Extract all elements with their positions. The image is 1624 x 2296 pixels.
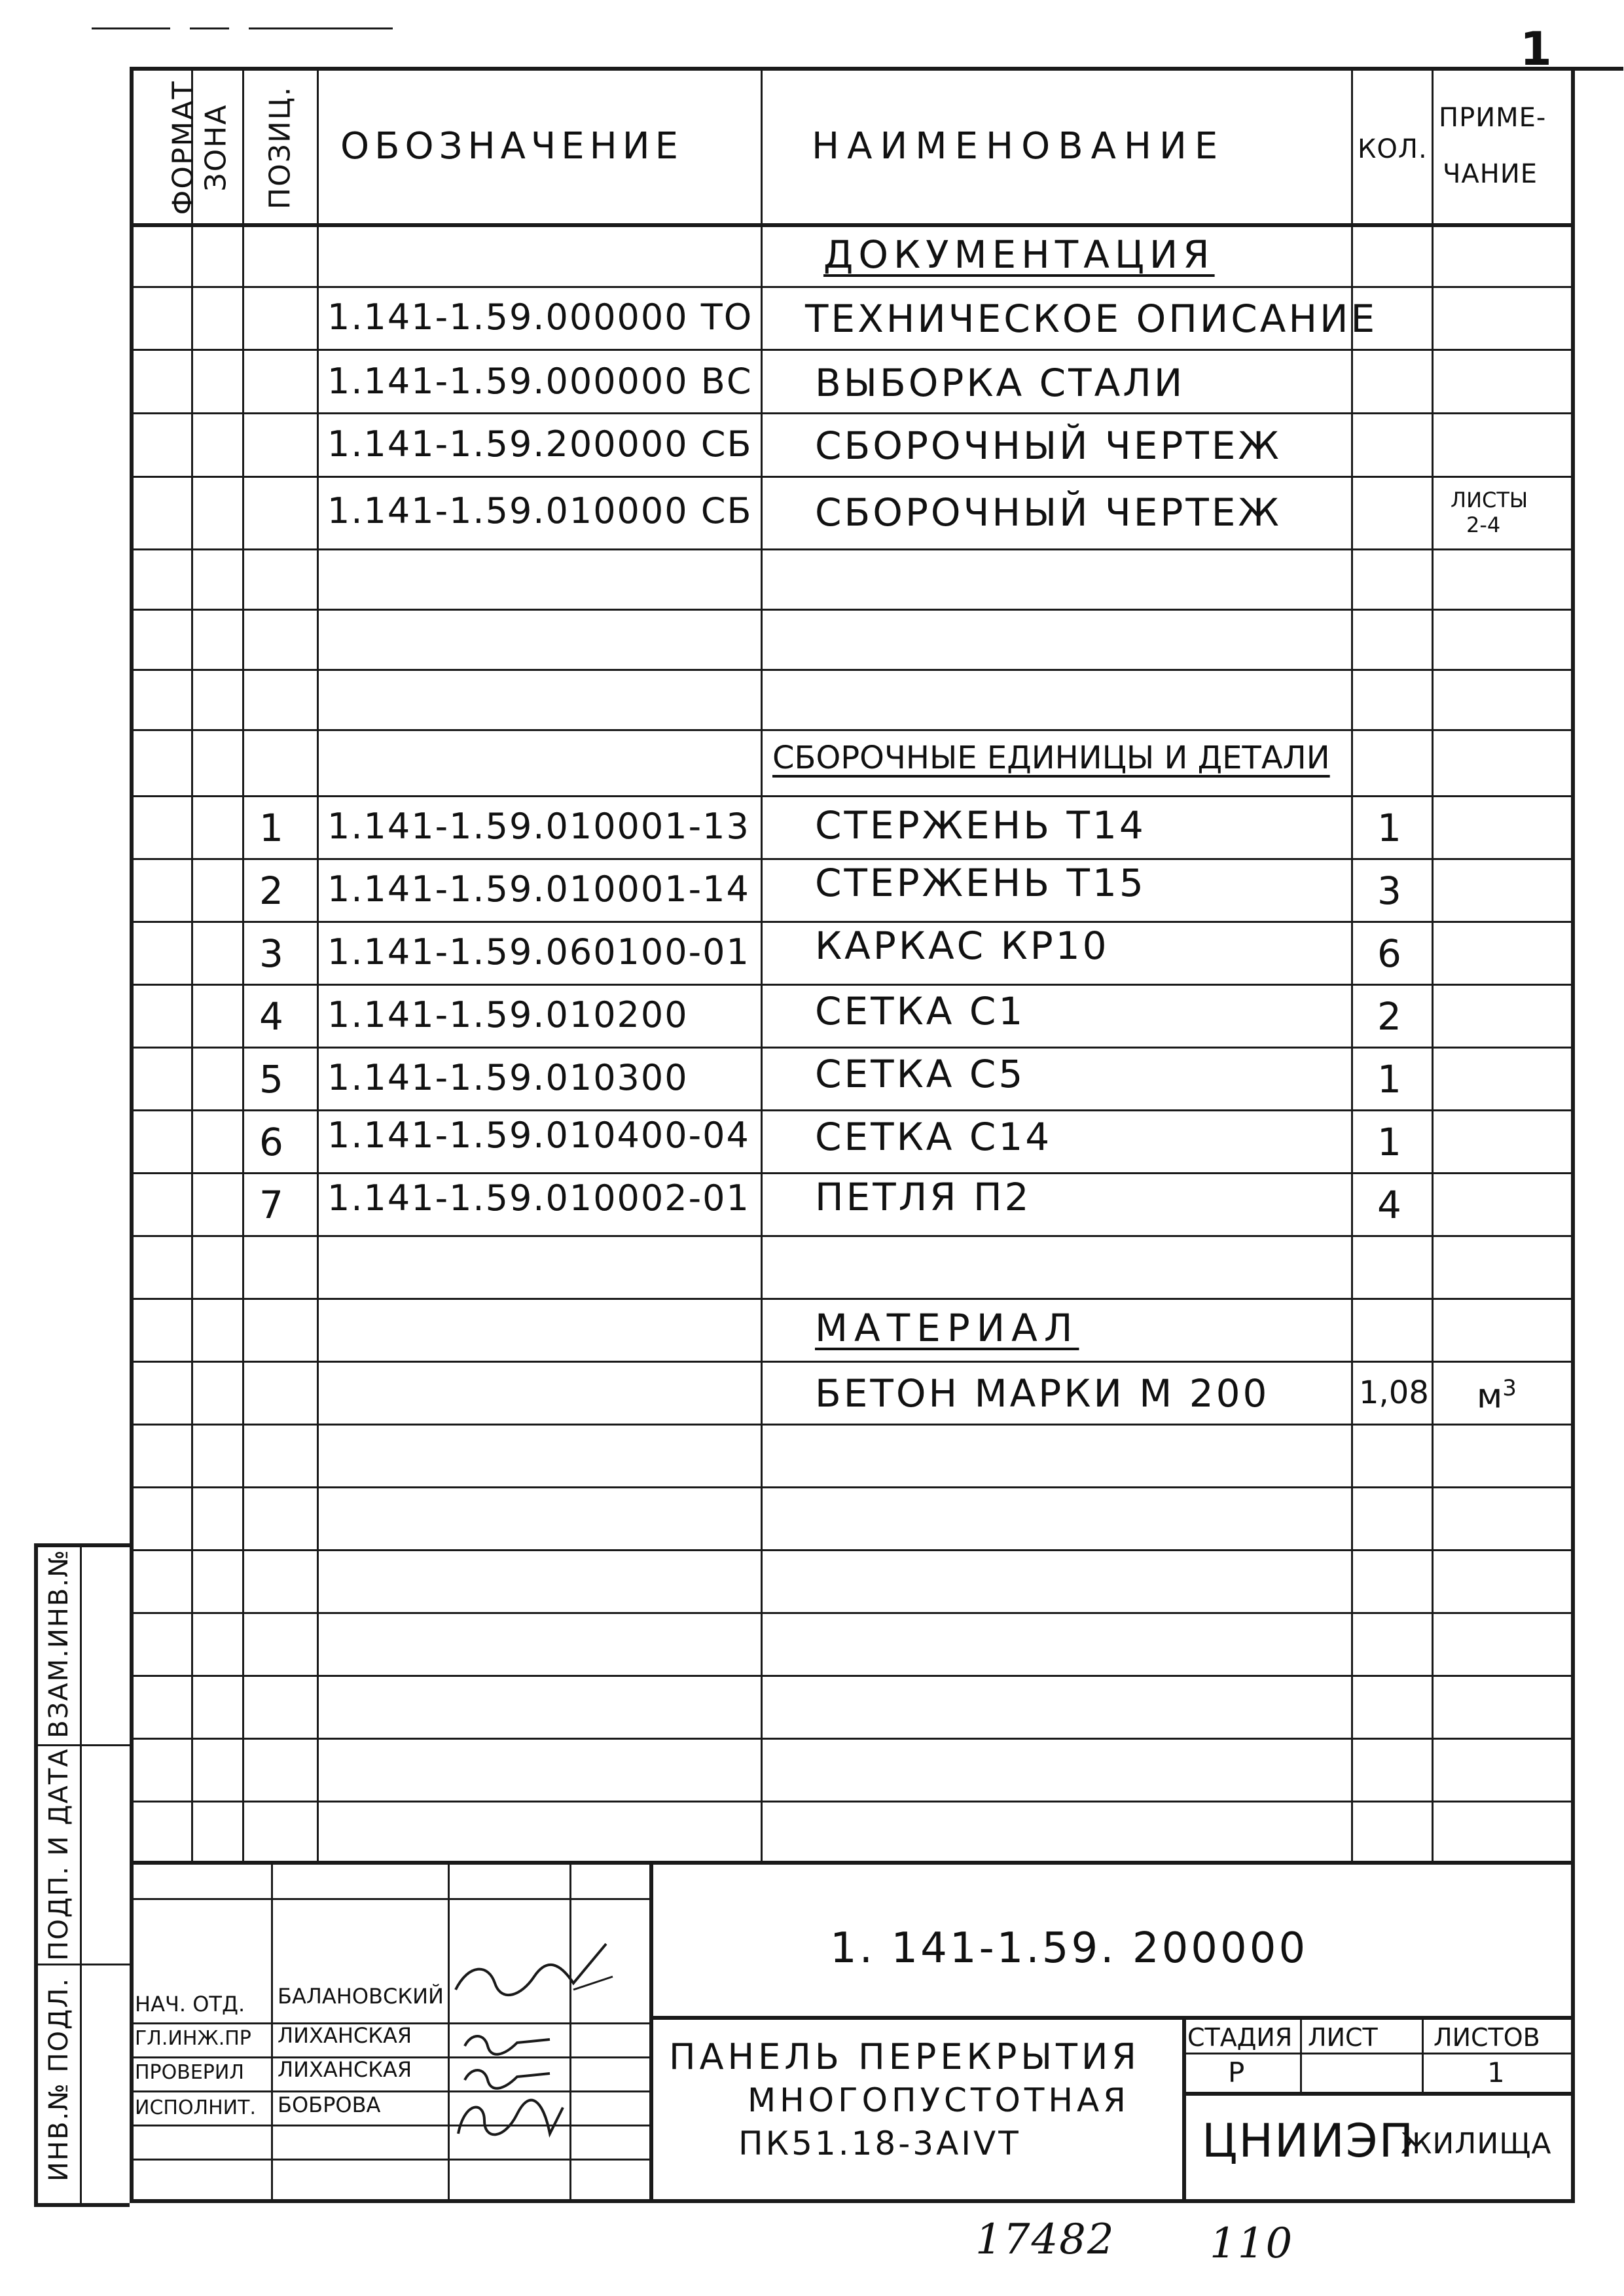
unit-row-7-pos: 7	[259, 1183, 285, 1227]
sheet-number: 1	[1520, 22, 1553, 76]
unit-row-4-pos: 4	[259, 994, 285, 1039]
role-1-label: НАЧ. ОТД.	[135, 1992, 245, 2017]
side-label-inv-orig: ИНВ.№ ПОДЛ.	[44, 1977, 74, 2181]
unit-row-7-name: ПЕТЛЯ П2	[815, 1175, 1032, 1219]
unit-row-4-name: СЕТКА С1	[815, 989, 1026, 1033]
role-4-label: ИСПОЛНИТ.	[135, 2096, 256, 2119]
doc-row-4-designation: 1.141-1.59.010000 СБ	[327, 490, 753, 531]
doc-row-4-name: СБОРОЧНЫЙ ЧЕРТЕЖ	[815, 490, 1282, 535]
title-doc-number: 1. 141-1.59. 200000	[830, 1924, 1308, 1973]
material-qty: 1,08	[1359, 1374, 1429, 1411]
doc-row-3-designation: 1.141-1.59.200000 СБ	[327, 423, 753, 465]
doc-row-4-note-line2: 2-4	[1466, 512, 1501, 537]
unit-row-1-pos: 1	[259, 806, 285, 850]
material-name: БЕТОН МАРКИ М 200	[815, 1371, 1270, 1416]
role-2-person: ЛИХАНСКАЯ	[278, 2023, 412, 2048]
role-2-label: ГЛ.ИНЖ.ПР	[135, 2027, 251, 2050]
unit-row-2-name: СТЕРЖЕНЬ Т15	[815, 861, 1146, 905]
header-format: ФОРМАТ	[166, 80, 200, 215]
unit-row-2-qty: 3	[1377, 869, 1403, 913]
unit-row-5-designation: 1.141-1.59.010300	[327, 1057, 689, 1098]
header-qty: КОЛ.	[1358, 134, 1428, 164]
header-designation: ОБОЗНАЧЕНИЕ	[340, 125, 684, 168]
title-line-2: МНОГОПУСТОТНАЯ	[748, 2081, 1130, 2119]
unit-row-5-qty: 1	[1377, 1057, 1403, 1102]
role-3-person: ЛИХАНСКАЯ	[278, 2057, 412, 2082]
page-number: 110	[1210, 2219, 1294, 2268]
unit-row-6-name: СЕТКА С14	[815, 1115, 1053, 1159]
sheet-label: ЛИСТ	[1308, 2023, 1378, 2052]
role-3-label: ПРОВЕРИЛ	[135, 2061, 244, 2084]
title-line-1: ПАНЕЛЬ ПЕРЕКРЫТИЯ	[669, 2036, 1140, 2077]
role-4-person: БОБРОВА	[278, 2092, 381, 2117]
unit-row-4-designation: 1.141-1.59.010200	[327, 994, 689, 1035]
material-unit-power: 3	[1502, 1375, 1517, 1401]
section-units: СБОРОЧНЫЕ ЕДИНИЦЫ И ДЕТАЛИ	[772, 740, 1330, 776]
unit-row-6-pos: 6	[259, 1120, 285, 1164]
section-documentation: ДОКУМЕНТАЦИЯ	[823, 232, 1215, 277]
sheets-label: ЛИСТОВ	[1434, 2023, 1540, 2052]
header-zone: ЗОНА	[199, 103, 233, 192]
sheets-value: 1	[1487, 2056, 1506, 2089]
unit-row-4-qty: 2	[1377, 994, 1403, 1039]
header-note-line1: ПРИМЕ-	[1439, 103, 1547, 133]
unit-row-3-pos: 3	[259, 931, 285, 976]
unit-row-1-designation: 1.141-1.59.010001-13	[327, 806, 750, 847]
archive-number: 17482	[975, 2215, 1115, 2264]
doc-row-3-name: СБОРОЧНЫЙ ЧЕРТЕЖ	[815, 423, 1282, 468]
unit-row-3-name: КАРКАС КР10	[815, 924, 1110, 968]
stage-value: Р	[1228, 2056, 1246, 2089]
unit-row-1-qty: 1	[1377, 806, 1403, 850]
stage-label: СТАДИЯ	[1187, 2023, 1293, 2052]
header-position: ПОЗИЦ.	[263, 86, 297, 209]
unit-row-6-qty: 1	[1377, 1120, 1403, 1164]
side-label-replace-inv: ВЗАМ.ИНВ.№	[44, 1549, 74, 1738]
organization-main: ЦНИИЭП	[1202, 2114, 1415, 2168]
unit-row-5-pos: 5	[259, 1057, 285, 1102]
unit-row-5-name: СЕТКА С5	[815, 1052, 1026, 1096]
signature-2	[458, 2026, 563, 2059]
doc-row-2-designation: 1.141-1.59.000000 ВС	[327, 361, 753, 402]
signature-3	[458, 2060, 563, 2093]
side-label-sign-date: ПОДП. И ДАТА	[44, 1748, 74, 1961]
unit-row-6-designation: 1.141-1.59.010400-04	[327, 1115, 750, 1156]
material-unit	[1477, 1375, 1517, 1416]
signature-1	[449, 1937, 619, 2003]
doc-row-2-name: ВЫБОРКА СТАЛИ	[815, 361, 1185, 405]
unit-row-1-name: СТЕРЖЕНЬ Т14	[815, 803, 1146, 848]
unit-row-3-designation: 1.141-1.59.060100-01	[327, 931, 750, 973]
unit-row-2-pos: 2	[259, 869, 285, 913]
header-name: НАИМЕНОВАНИЕ	[812, 125, 1226, 168]
title-line-3: ПК51.18-3АIVТ	[738, 2125, 1021, 2162]
role-1-person: БАЛАНОВСКИЙ	[278, 1984, 444, 2009]
material-unit-base: м	[1477, 1376, 1503, 1416]
header-note-line2: ЧАНИЕ	[1443, 159, 1538, 189]
signature-4	[452, 2094, 569, 2147]
unit-row-7-designation: 1.141-1.59.010002-01	[327, 1177, 750, 1219]
unit-row-2-designation: 1.141-1.59.010001-14	[327, 869, 750, 910]
organization-sub: ЖИЛИЩА	[1401, 2127, 1552, 2161]
unit-row-3-qty: 6	[1377, 931, 1403, 976]
doc-row-1-designation: 1.141-1.59.000000 ТО	[327, 296, 753, 338]
unit-row-7-qty: 4	[1377, 1183, 1403, 1227]
doc-row-4-note-line1: ЛИСТЫ	[1451, 488, 1528, 512]
section-material: МАТЕРИАЛ	[815, 1306, 1079, 1350]
doc-row-1-name: ТЕХНИЧЕСКОЕ ОПИСАНИЕ	[805, 296, 1378, 341]
